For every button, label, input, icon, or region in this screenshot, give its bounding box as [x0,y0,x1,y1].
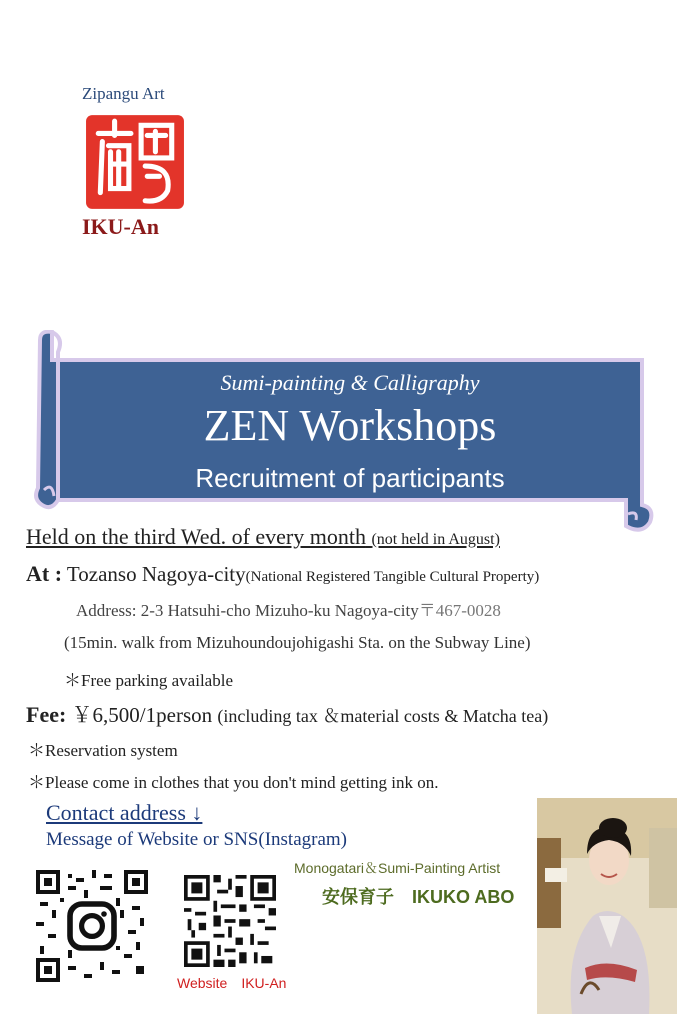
location-label: At : [26,561,63,586]
location-property: (National Registered Tangible Cultural Property) [245,569,540,585]
clothes-note: ＊Please come in clothes that you don't mind getting ink on. [28,773,439,792]
banner-title: ZEN Workshops [203,401,497,450]
fee-detail: (including tax ＆material costs & Matcha tea) [217,706,549,726]
fee-amount: ￥6,500/1person [71,703,213,727]
location-place: Tozanso Nagoya-city [66,562,246,586]
schedule-note: (not held in August) [371,531,500,548]
brand-bottom-text: IKU-An [82,214,160,239]
brand-top-text: Zipangu Art [82,84,165,103]
walk-info: (15min. walk from Mizuhoundoujohigashi Sta. on the Subway Line) [64,633,531,652]
parking-info: ＊Free parking available [64,671,233,690]
banner-subtitle: Sumi-painting & Calligraphy [220,370,480,395]
reservation-note: ＊Reservation system [28,741,178,760]
fee-label: Fee: [26,702,67,727]
artist-role: Monogatari＆Sumi-Painting Artist [294,860,501,876]
fee-line [26,699,548,729]
seal-stamp-logo [84,111,186,213]
banner-recruit: Recruitment of participants [195,463,505,493]
location-line [26,561,539,587]
address-line [76,596,501,621]
website-qr-code[interactable] [184,875,276,967]
website-qr-label: Website IKU-An [177,975,287,991]
instagram-qr-code[interactable] [36,870,148,982]
schedule-main: Held on the third Wed. of every month [26,524,366,549]
artist-name: 安保育子 IKUKO ABO [322,887,515,907]
schedule-line [26,524,500,550]
address-text: Address: 2-3 Hatsuhi-cho Mizuho-ku Nagoya-city [76,601,419,620]
zip-code: 〒467-0028 [418,601,501,620]
artist-photo [537,798,677,1014]
contact-message: Message of Website or SNS(Instagram) [46,829,348,850]
contact-heading: Contact address ↓ [46,800,203,825]
